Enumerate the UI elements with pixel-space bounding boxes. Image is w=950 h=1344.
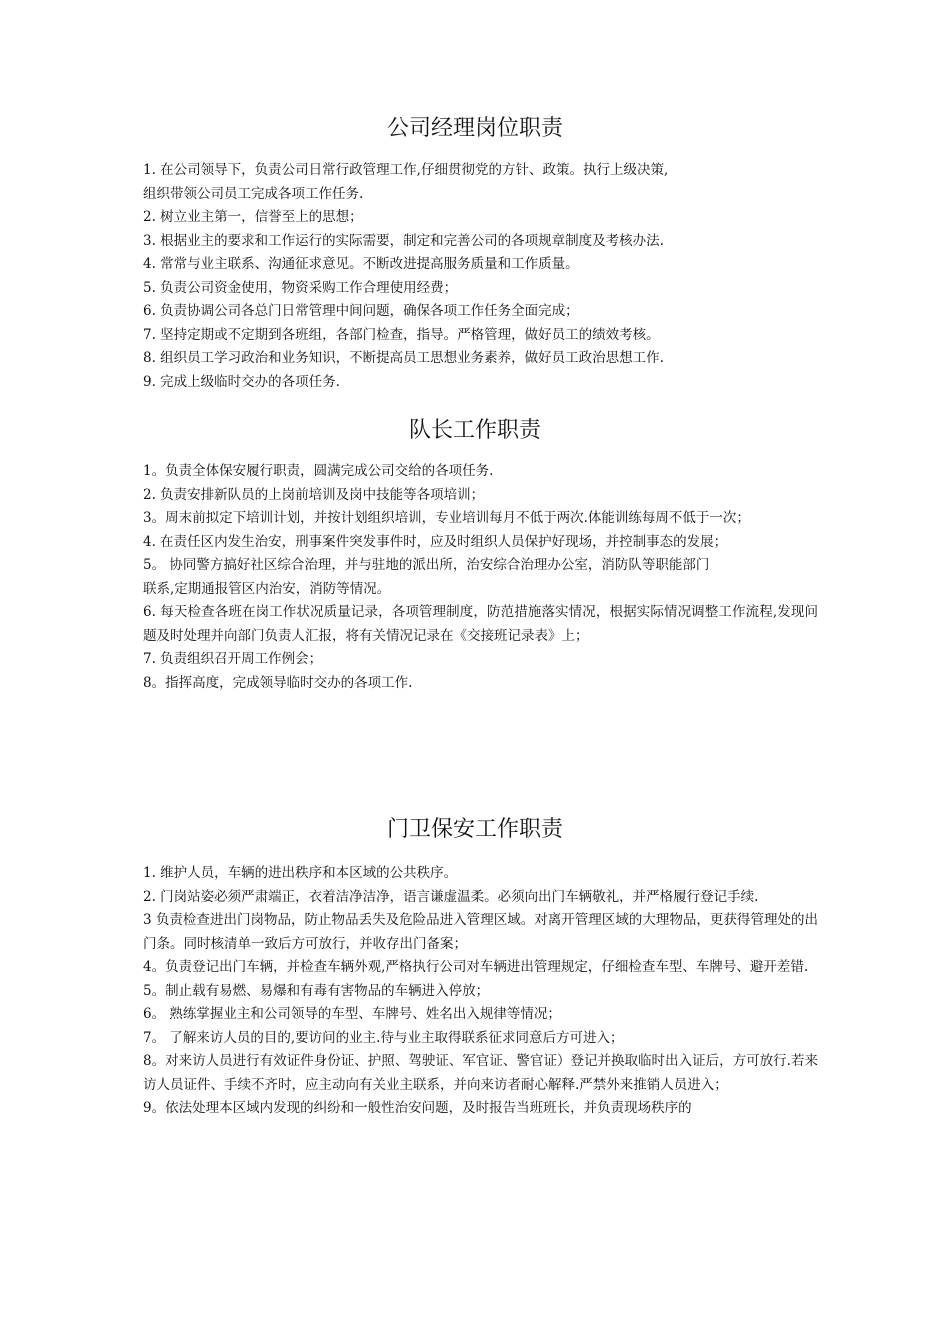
list-item: 3. 根据业主的要求和工作运行的实际需要，制定和完善公司的各项规章制度及考核办法. (143, 232, 664, 249)
list-item: 8。对来访人员进行有效证件身份证、护照、驾驶证、军官证、警官证）登记并换取临时出入证后，方可放行.若来访人员证件、手续不齐时，应主动向有关业主联系，并向来访者耐心解释.严禁外来推销人员进入； (143, 1053, 818, 1093)
list-item: 1。负责全体保安履行职责，圆满完成公司交给的各项任务. (143, 463, 494, 479)
list-item: 1. 在公司领导下，负责公司日常行政管理工作,仔细贯彻党的方针、政策。执行上级决策, (143, 162, 669, 178)
list-item: 组织带领公司员工完成各项工作任务. (143, 185, 364, 202)
list-item: 7. 负责组织召开周工作例会； (143, 651, 323, 667)
list-item: 2. 树立业主第一，信誉至上的思想； (143, 209, 363, 225)
list-item: 5。 协同警方搞好社区综合治理，并与驻地的派出所，治安综合治理办公室，消防队等职能部门 (143, 557, 710, 573)
list-item: 4. 常常与业主联系、沟通征求意见。不断改进提高服务质量和工作质量。 (143, 256, 579, 272)
list-item: 2. 负责安排新队员的上岗前培训及岗中技能等各项培训； (143, 486, 485, 503)
list-item: 9. 完成上级临时交办的各项任务. (143, 373, 340, 390)
captain-duties-list (143, 460, 818, 695)
list-item: 联系,定期通报管区内治安，消防等情况。 (143, 580, 391, 597)
section-title-captain: 队长工作职责 (408, 418, 541, 443)
manager-duties-list (143, 159, 818, 394)
list-item: 4。负责登记出门车辆，并检查车辆外观,严格执行公司对车辆进出管理规定，仔细检查车型、车牌号、避开差错. (143, 959, 809, 975)
list-item: 9。依法处理本区域内发现的纠纷和一般性治安问题，及时报告当班班长，并负责现场秩序的 (143, 1100, 692, 1116)
section-title-gate-guard: 门卫保安工作职责 (386, 817, 563, 842)
section-title-manager: 公司经理岗位职责 (386, 116, 563, 141)
list-item: 8。指挥高度，完成领导临时交办的各项工作. (143, 674, 413, 691)
list-item: 2. 门岗站姿必须严肃端正，衣着洁净洁净，语言谦虚温柔。必须向出门车辆敬礼，并严格履行登记手续. (143, 888, 759, 905)
list-item: 8. 组织员工学习政治和业务知识，不断提高员工思想业务素养，做好员工政治思想工作. (143, 350, 664, 366)
list-item: 6. 每天检查各班在岗工作状况质量记录，各项管理制度，防范措施落实情况，根据实际情况调整工作流程,发现问题及时处理并向部门负责人汇报，将有关情况记录在《交接班记录表》上； (143, 604, 818, 644)
list-item: 1. 维护人员，车辆的进出秩序和本区域的公共秩序。 (143, 865, 458, 881)
list-item: 6. 负责协调公司各总门日常管理中间问题，确保各项工作任务全面完成； (143, 303, 579, 319)
list-item: 6。 熟练掌握业主和公司领导的车型、车牌号、姓名出入规律等情况； (143, 1006, 561, 1022)
list-item: 3 负责检查进出门岗物品，防止物品丢失及危险品进入管理区域。对离开管理区域的大理物品，更获得管理处的出门条。同时核清单一致后方可放行，并收存出门备案； (143, 912, 818, 952)
list-item: 3。周末前拟定下培训计划，并按计划组织培训，专业培训每月不低于两次.体能训练每周不低于一次； (143, 510, 750, 526)
list-item: 7。 了解来访人员的目的,要访问的业主.待与业主取得联系征求同意后方可进入； (143, 1029, 624, 1046)
list-item: 4. 在责任区内发生治安，刑事案件突发事件时，应及时组织人员保护好现场，并控制事态的发展； (143, 533, 728, 550)
list-item: 5. 负责公司资金使用，物资采购工作合理使用经费； (143, 279, 458, 296)
list-item: 5。制止载有易燃、易爆和有毒有害物品的车辆进入停放； (143, 982, 490, 999)
list-item: 7. 坚持定期或不定期到各班组，各部门检查，指导。严格管理，做好员工的绩效考核。 (143, 326, 660, 343)
gate-guard-duties-list (143, 862, 818, 1121)
